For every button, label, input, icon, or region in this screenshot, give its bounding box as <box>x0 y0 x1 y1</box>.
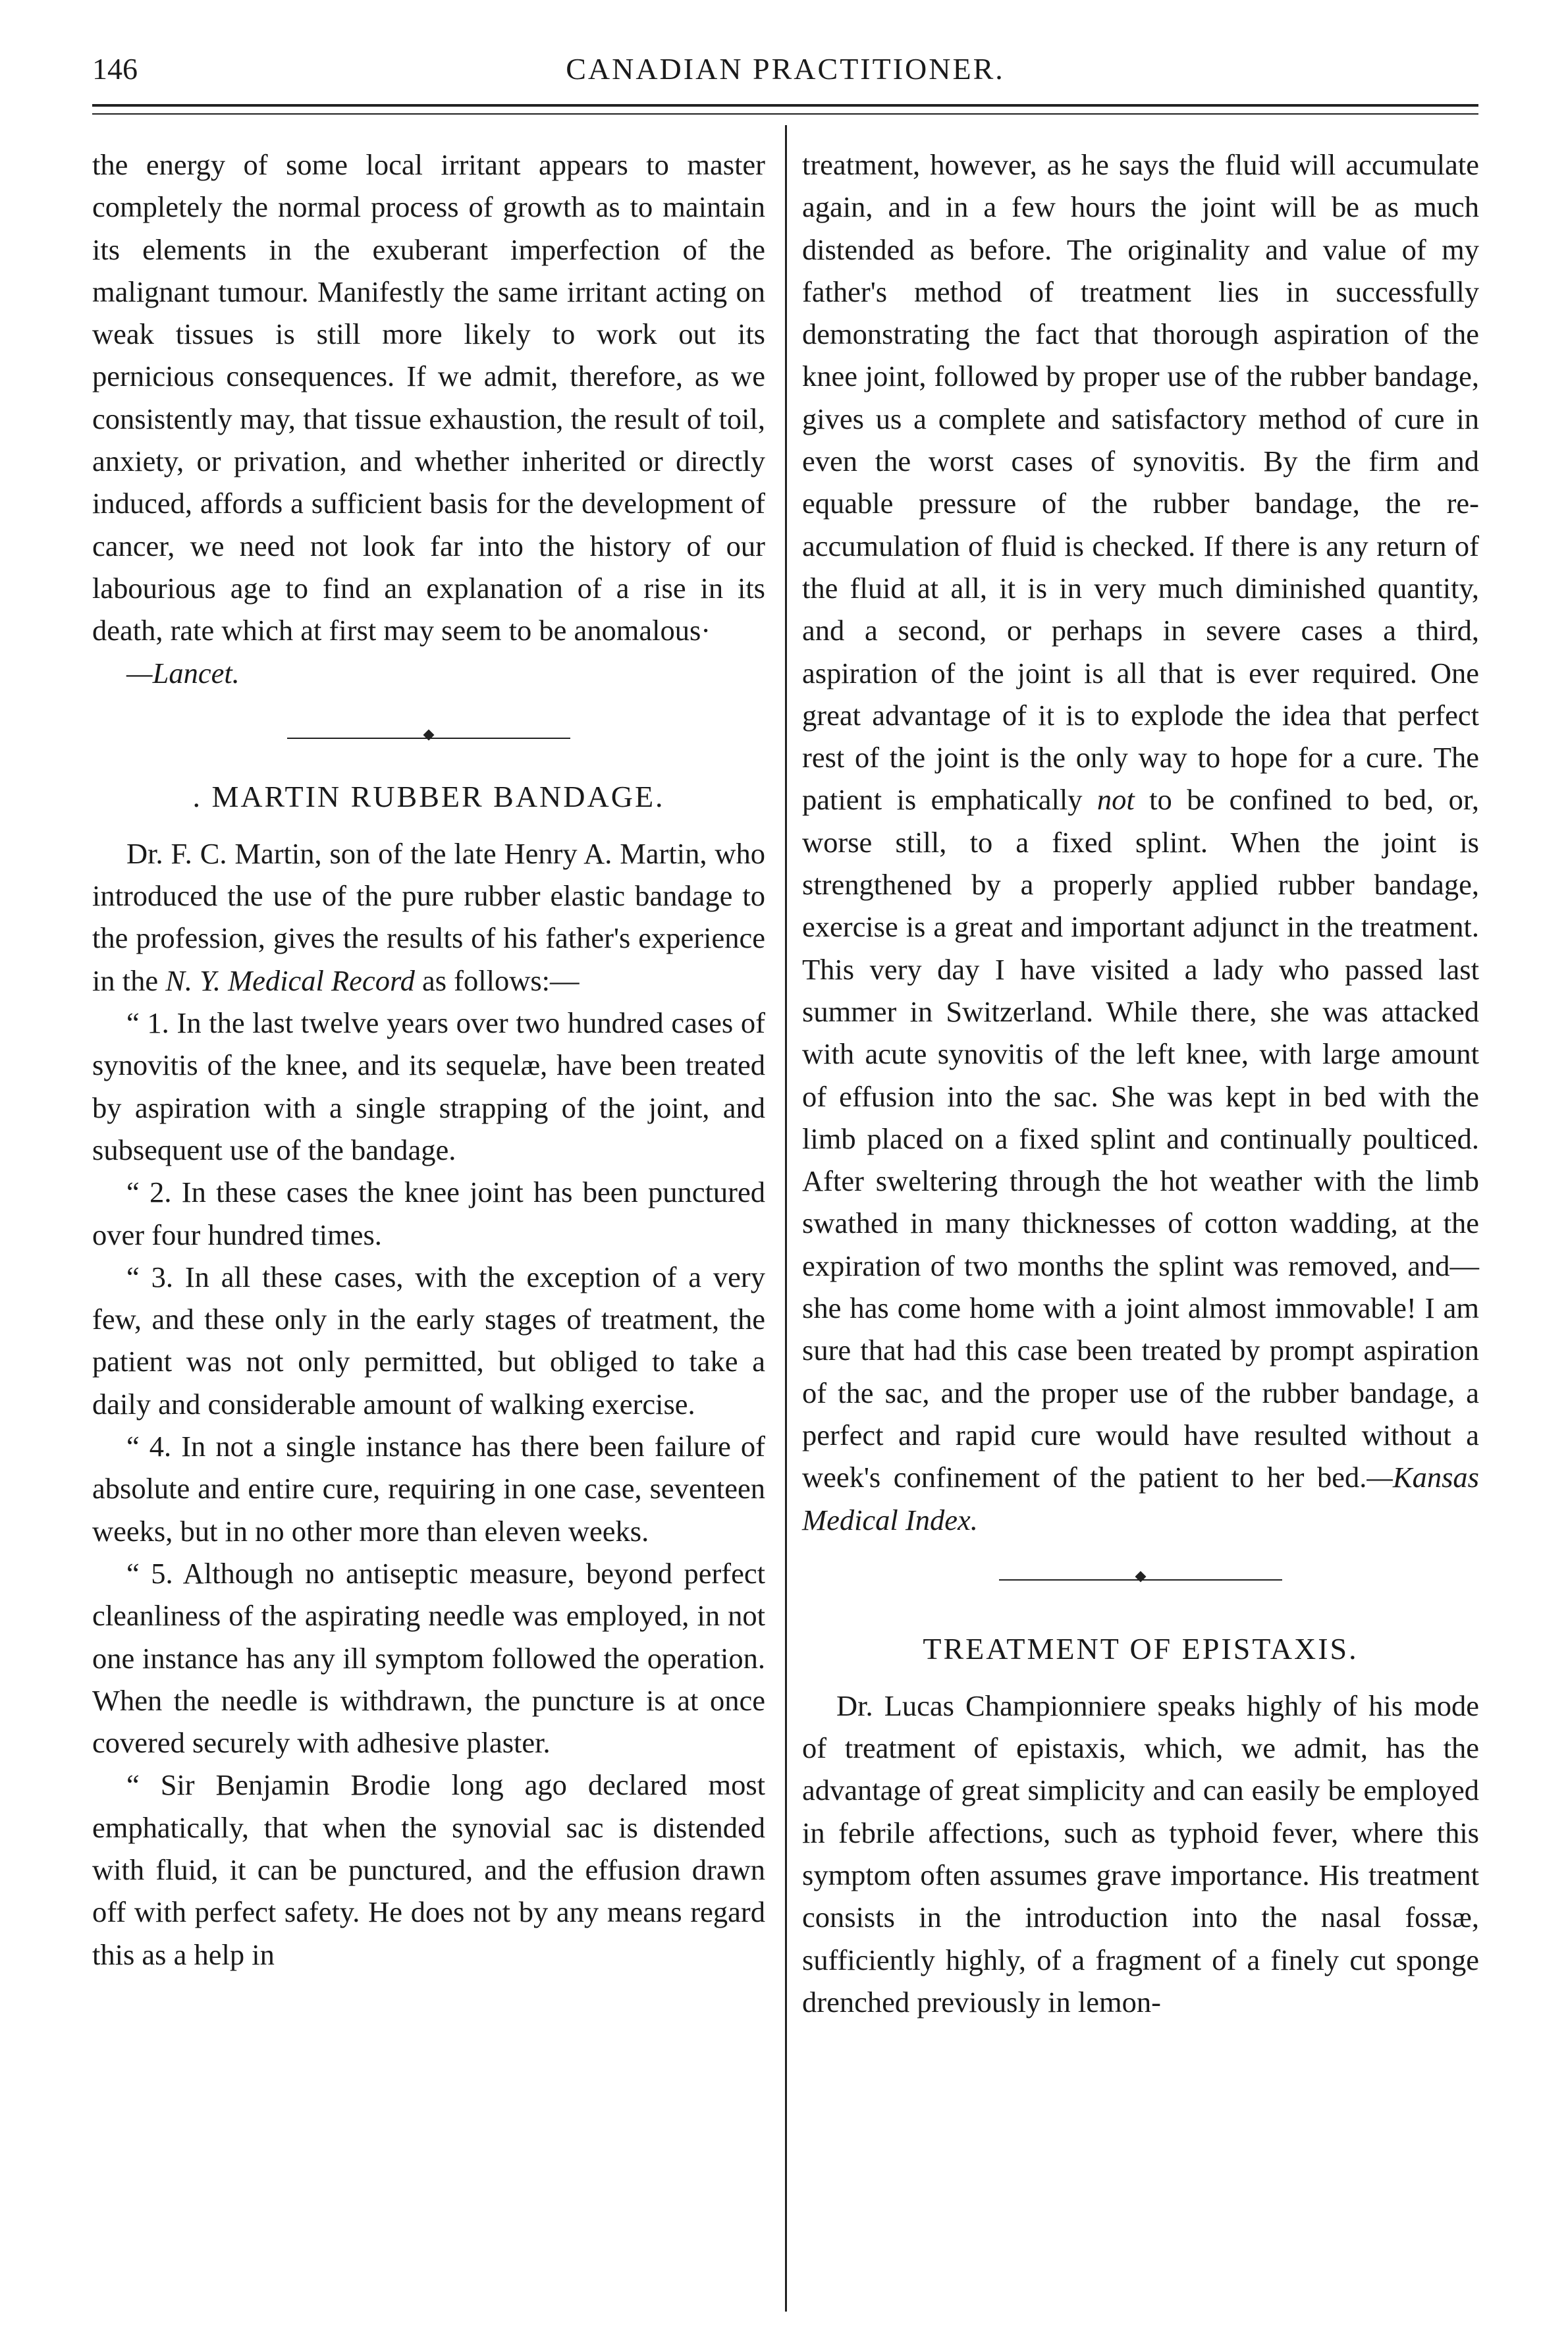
right-column <box>802 144 1479 2023</box>
page-number: 146 <box>92 52 138 86</box>
divider-ornament-icon <box>1135 1571 1147 1582</box>
column-divider <box>785 125 787 2312</box>
source-citation-kansas: —Kansas Medical Index. <box>802 1461 1479 1536</box>
divider-ornament-icon <box>423 729 435 740</box>
section-heading-martin-rubber-bandage: . MARTIN RUBBER BANDAGE. <box>192 779 665 813</box>
journal-title: N. Y. Medical Record <box>165 963 415 997</box>
list-item-2: “ 2. In these cases the knee joint has been punctured over four hundred times. <box>92 1176 765 1251</box>
page-header <box>92 45 1478 97</box>
paragraph-epistaxis: Dr. Lucas Championniere speaks highly of his mode of treatment of epistaxis, which, we admit, has the advantage of great simplicity and can easily be employed in febrile affections, such as typhoid fever, where this symptom often assumes grave importance. His treatment consists in the introduction into the nasal fossæ, sufficiently highly, of a fragment of a finely cut sponge drenched previously in lemon- <box>802 1689 1479 2019</box>
section-divider <box>92 714 765 756</box>
left-column <box>92 144 765 1976</box>
paragraph-continued-treatment: treatment, however, as he says the fluid will accumulate again, and in a few hours the joint will be as much distended as before. The originality and value of my father's method of treatment lies in successfully demonstrating the fact that thorough aspiration of the knee joint, followed by proper use of the rubber bandage, gives us a complete and satisfactory method of cure in even the worst cases of synovitis. By the firm and equable pressure of the rubber bandage, the re-accumulation of fluid is checked. If there is any return of the fluid at all, it is in very much diminished quantity, and a second, or perhaps in severe cases a third, aspiration of the joint is all that is ever required. One great advantage of it is to explode the idea that perfect rest of the joint is the only way to hope for a cure. The patient is emphatically not to be confined to bed, or, worse still, to a fixed splint. When the joint is strengthened by a properly applied rubber bandage, exercise is a great and important adjunct in the treatment. This very day I have visited a lady who passed last summer in Switzerland. While there, she was attacked with acute synovitis of the left knee, with large amount of effusion into the sac. She was kept in bed with the limb placed on a fixed splint and continually poulticed. After sweltering through the hot weather with the limb swathed in many thicknesses of cotton wadding, at the expiration of two months the splint was removed, and—she has come home with a joint almost immovable! I am sure that had this case been treated by prompt aspiration of the sac, and the proper use of the rubber bandage, a perfect and rapid cure would have resulted without a week's confinement of the patient to her bed.—Kansas Medical Index. <box>802 148 1479 1536</box>
section-heading-epistaxis: TREATMENT OF EPISTAXIS. <box>923 1631 1359 1666</box>
list-item-1: “ 1. In the last twelve years over two hundred cases of synovitis of the knee, and its sequelæ, have been treated by aspiration with a single strapping of the joint, and subsequent use of the bandage. <box>92 1006 765 1166</box>
list-item-5: “ 5. Although no antiseptic measure, beyond perfect cleanliness of the aspirating needle was employed, in not one instance has any ill symptom followed the operation. When the needle is withdrawn, the puncture is at once covered securely with adhesive plaster. <box>92 1556 765 1760</box>
source-citation-lancet: —Lancet. <box>126 656 240 690</box>
header-rule-thin <box>92 113 1478 115</box>
running-title: CANADIAN PRACTITIONER. <box>566 52 1005 86</box>
list-item-4: “ 4. In not a single instance has there been failure of absolute and entire cure, requiring in one case, seventeen weeks, but in no other more than eleven weeks. <box>92 1430 765 1548</box>
header-rule-thick <box>92 104 1478 107</box>
list-item-3: “ 3. In all these cases, with the exception of a very few, and these only in the early stages of treatment, the patient was not only permitted, but obliged to take a daily and considerable amount of walking exercise. <box>92 1260 765 1421</box>
paragraph-brodie: “ Sir Benjamin Brodie long ago declared most emphatically, that when the synovial sac is distended with fluid, it can be punctured, and the effusion drawn off with perfect safety. He does not by any means regard this as a help in <box>92 1768 765 1971</box>
section-divider <box>802 1556 1479 1598</box>
paragraph-intro: Dr. F. C. Martin, son of the late Henry A. Martin, who introduced the use of the pure rubber elastic bandage to the profession, gives the results of his father's experience in the N. Y. Medical Record as follows:— <box>92 836 765 997</box>
continued-paragraph: the energy of some local irritant appears to master completely the normal process of growth as to maintain its elements in the exuberant imperfection of the malignant tumour. Manifestly the same irritant acting on weak tissues is still more likely to work out its pernicious consequences. If we admit, therefore, as we consistently may, that tissue exhaustion, the result of toil, anxiety, or privation, and whether inherited or directly induced, affords a sufficient basis for the development of cancer, we need not look far into the history of our labourious age to find an explanation of a rise in its death, rate which at first may seem to be anomalous· <box>92 148 765 647</box>
